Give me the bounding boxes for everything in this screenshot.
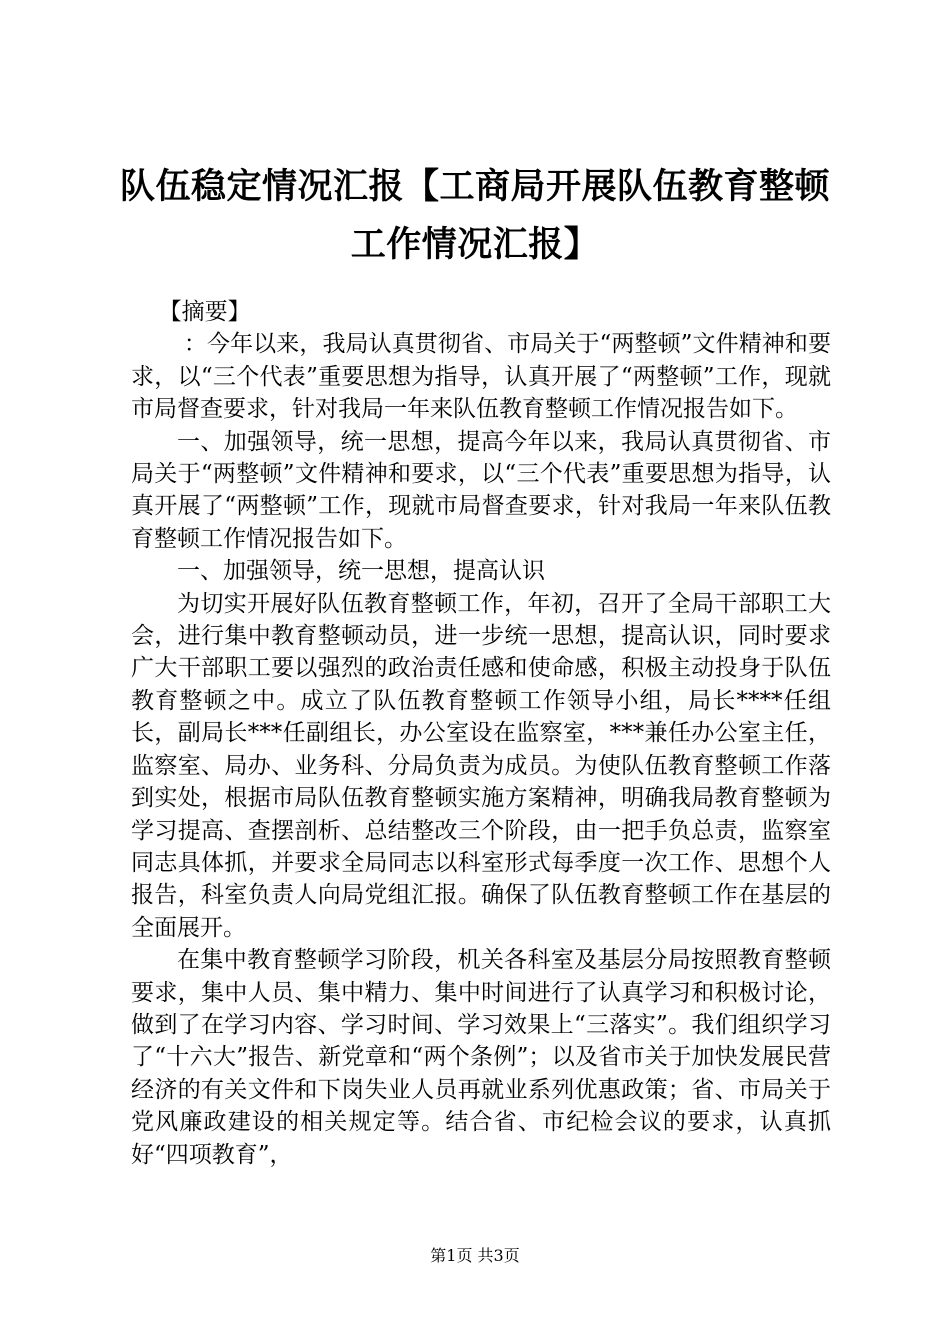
body-paragraph: 一、加强领导，统一思想，提高今年以来，我局认真贯彻省、市局关于“两整顿”文件精神和要求，以“三个代表”重要思想为指导，认真开展了“两整顿”工作，现就市局督查要求，针对我局一年来队伍教育整顿工作情况报告如下。	[131, 428, 831, 552]
page-number-footer: 第1页 共3页	[430, 1246, 520, 1265]
body-paragraph: 为切实开展好队伍教育整顿工作，年初，召开了全局干部职工大会，进行集中教育整顿动员，进一步统一思想，提高认识，同时要求广大干部职工要以强烈的政治责任感和使命感，积极主动投身于队伍教育整顿之中。成立了队伍教育整顿工作领导小组，局长****任组长，副局长***任副组长，办公室设在监察室，***兼任办公室主任，监察室、局办、业务科、分局负责为成员。为使队伍教育整顿工作落到实处，根据市局队伍教育整顿实施方案精神，明确我局教育整顿为学习提高、查摆剖析、总结整改三个阶段，由一把手负总责，监察室同志具体抓，并要求全局同志以科室形式每季度一次工作、思想个人报告，科室负责人向局党组汇报。确保了队伍教育整顿工作在基层的全面展开。	[131, 590, 831, 941]
abstract-paragraph: ：今年以来，我局认真贯彻省、市局关于“两整顿”文件精神和要求，以“三个代表”重要思想为指导，认真开展了“两整顿”工作，现就市局督查要求，针对我局一年来队伍教育整顿工作情况报告如下。	[131, 331, 831, 423]
document-title	[100, 158, 850, 274]
title-line-2: 工作情况汇报】	[350, 224, 600, 265]
document-body	[131, 296, 831, 1171]
section-heading: 一、加强领导，统一思想，提高认识	[177, 558, 545, 585]
abstract-label: 【摘要】	[158, 299, 251, 325]
body-paragraph: 在集中教育整顿学习阶段，机关各科室及基层分局按照教育整顿要求，集中人员、集中精力、集中时间进行了认真学习和积极讨论，做到了在学习内容、学习时间、学习效果上“三落实”。我们组织学习了“十六大”报告、新党章和“两个条例”；以及省市关于加快发展民营经济的有关文件和下岗失业人员再就业系列优惠政策；省、市局关于党风廉政建设的相关规定等。结合省、市纪检会议的要求，认真抓好“四项教育”，	[131, 947, 831, 1168]
title-line-1: 队伍稳定情况汇报【工商局开展队伍教育整顿	[119, 166, 830, 207]
